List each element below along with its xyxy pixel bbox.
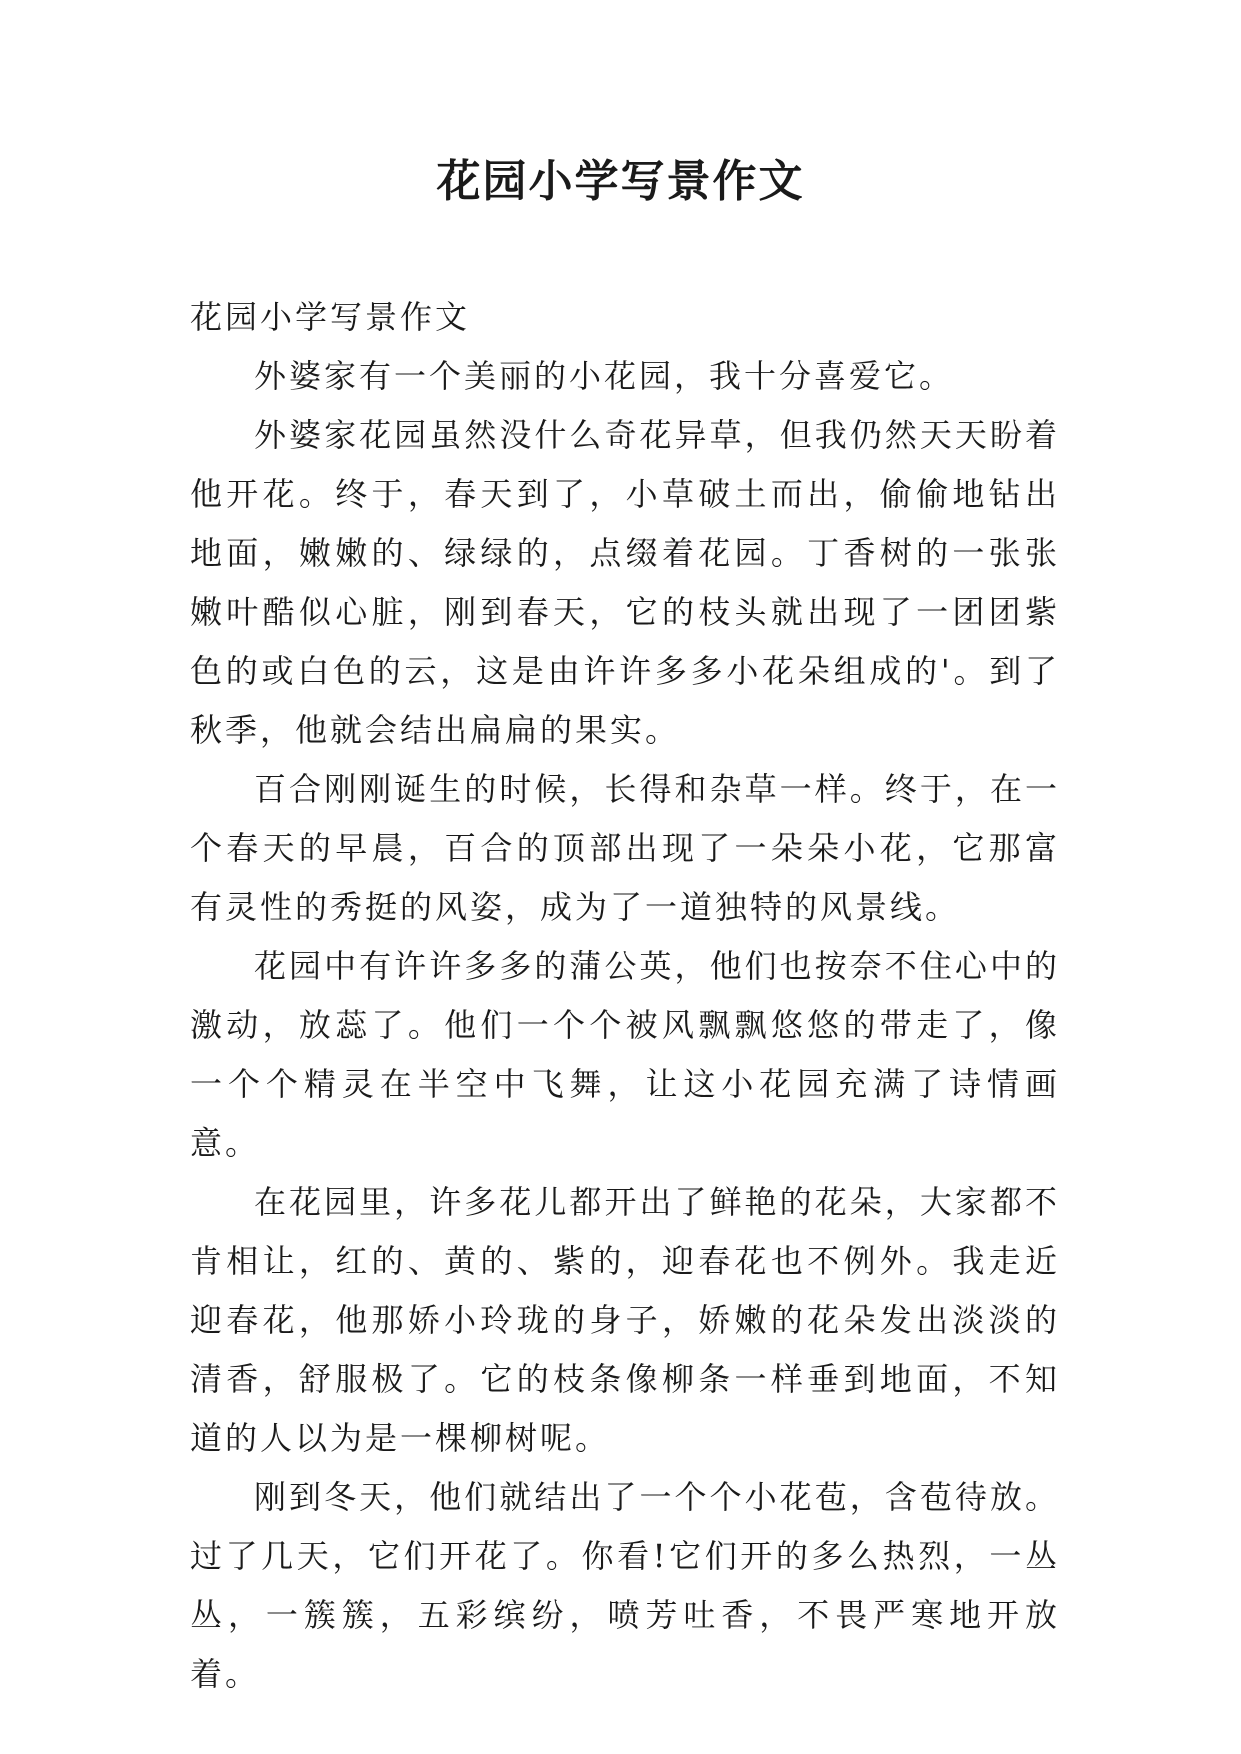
paragraph-1: 外婆家有一个美丽的小花园，我十分喜爱它。 bbox=[254, 357, 955, 395]
paragraph-5: 在花园里，许多花儿都开出了鲜艳的花朵，大家都不肯相让，红的、黄的、紫的，迎春花也不例外。我走近迎春花，他那娇小玲珑的身子，娇嫩的花朵发出淡淡的清香，舒服极了。它的枝条像柳条一样垂到地面，不知道的人以为是一棵柳树呢。 bbox=[190, 1183, 1060, 1457]
paragraph-3: 百合刚刚诞生的时候，长得和杂草一样。终于，在一个春天的早晨，百合的顶部出现了一朵朵小花，它那富有灵性的秀挺的风姿，成为了一道独特的风景线。 bbox=[190, 770, 1060, 926]
document-body bbox=[190, 288, 1060, 1704]
paragraph-6: 刚到冬天，他们就结出了一个个小花苞，含苞待放。过了几天，它们开花了。你看!它们开的多么热烈，一丛丛，一簇簇，五彩缤纷，喷芳吐香，不畏严寒地开放着。 bbox=[190, 1478, 1060, 1693]
document-subtitle: 花园小学写景作文 bbox=[190, 298, 471, 336]
paragraph-4: 花园中有许许多多的蒲公英，他们也按奈不住心中的激动，放蕊了。他们一个个被风飘飘悠悠的带走了，像一个个精灵在半空中飞舞，让这小花园充满了诗情画意。 bbox=[190, 947, 1060, 1162]
paragraph-2: 外婆家花园虽然没什么奇花异草，但我仍然天天盼着他开花。终于，春天到了，小草破土而出，偷偷地钻出地面，嫩嫩的、绿绿的，点缀着花园。丁香树的一张张嫩叶酷似心脏，刚到春天，它的枝头就出现了一团团紫色的或白色的云，这是由许许多多小花朵组成的'。到了秋季，他就会结出扁扁的果实。 bbox=[190, 416, 1060, 749]
document-title: 花园小学写景作文 bbox=[436, 156, 805, 207]
